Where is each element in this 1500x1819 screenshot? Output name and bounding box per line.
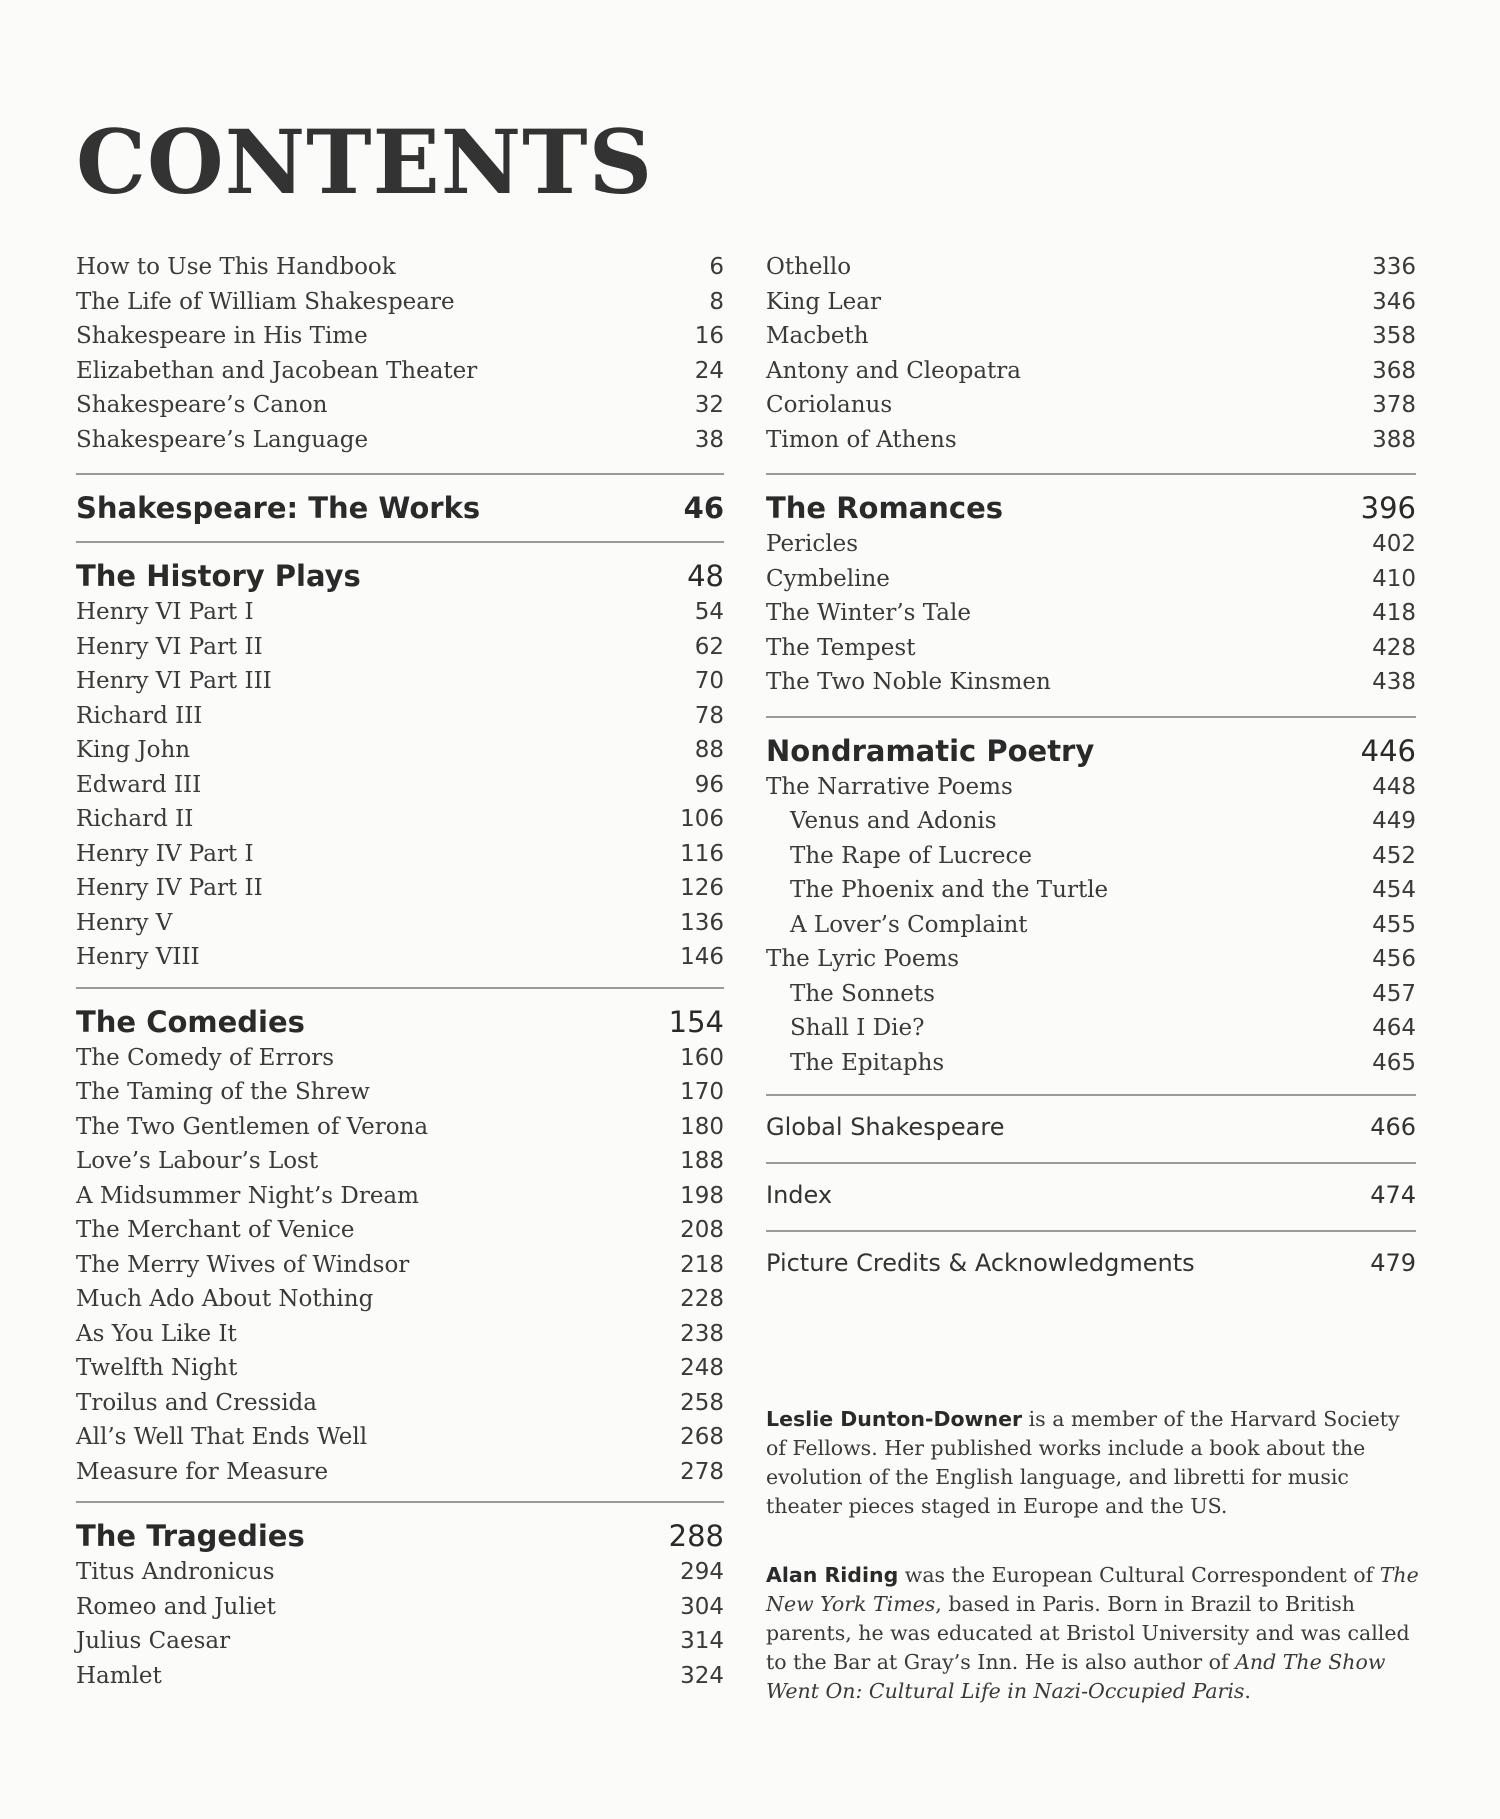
lyric-poems-list — [766, 977, 1416, 1081]
author-bio-riding — [766, 1561, 1426, 1706]
entry-page: 180 — [680, 1113, 724, 1140]
entry-page: 456 — [1372, 946, 1416, 972]
entry-label: Henry VI Part I — [76, 599, 254, 625]
entry-label: King Lear — [766, 288, 881, 315]
toc-right-column — [766, 250, 1416, 1282]
toc-entry[interactable] — [76, 1041, 724, 1076]
divider — [766, 1162, 1416, 1164]
divider — [766, 1094, 1416, 1096]
toc-entry[interactable] — [766, 873, 1416, 908]
toc-entry[interactable] — [76, 906, 724, 941]
divider — [76, 987, 724, 989]
entry-page: 336 — [1372, 254, 1416, 280]
section-page: 446 — [1360, 733, 1416, 768]
entry-page: 32 — [694, 392, 724, 418]
toc-entry[interactable] — [76, 423, 724, 458]
intro-list — [76, 250, 724, 457]
entry-label: The Epitaphs — [790, 1049, 945, 1076]
section-label: Shakespeare: The Works — [76, 491, 481, 525]
toc-entry-index[interactable] — [766, 1176, 1416, 1214]
divider — [76, 1501, 724, 1503]
entry-page: 208 — [680, 1217, 724, 1243]
toc-entry[interactable] — [766, 631, 1416, 666]
entry-label: Cymbeline — [766, 565, 890, 592]
entry-label: A Lover’s Complaint — [790, 911, 1028, 938]
entry-label: Antony and Cleopatra — [766, 357, 1021, 384]
entry-page: 24 — [694, 357, 724, 384]
entry-label: The Life of William Shakespeare — [76, 288, 455, 315]
entry-page: 466 — [1370, 1113, 1416, 1141]
toc-entry[interactable] — [76, 1624, 724, 1659]
entry-label: Edward III — [76, 771, 202, 798]
section-page: 46 — [683, 491, 724, 525]
entry-label: How to Use This Handbook — [76, 254, 396, 280]
romances-list — [766, 527, 1416, 700]
tragedies-list — [76, 1555, 724, 1693]
entry-label: Titus Andronicus — [76, 1559, 275, 1585]
section-page: 48 — [687, 559, 724, 593]
toc-left-column — [76, 250, 724, 1693]
entry-page: 96 — [694, 771, 724, 798]
entry-page: 258 — [680, 1389, 724, 1416]
entry-label: Shall I Die? — [790, 1015, 925, 1041]
entry-page: 238 — [680, 1320, 724, 1347]
toc-entry[interactable] — [766, 250, 1416, 285]
toc-entry[interactable] — [766, 804, 1416, 839]
entry-label: Pericles — [766, 531, 859, 557]
entry-label: Shakespeare’s Canon — [76, 392, 328, 418]
section-label: The Comedies — [76, 1004, 305, 1039]
toc-entry[interactable] — [766, 319, 1416, 354]
entry-page: 218 — [680, 1251, 724, 1278]
toc-entry[interactable] — [76, 1144, 724, 1179]
entry-label: The Tempest — [766, 634, 916, 661]
toc-entry[interactable] — [76, 595, 724, 630]
entry-page: 16 — [694, 323, 724, 349]
entry-page: 410 — [1372, 565, 1416, 592]
divider — [766, 1230, 1416, 1232]
entry-label: Shakespeare in His Time — [76, 323, 368, 349]
entry-page: 428 — [1372, 634, 1416, 661]
entry-label: Twelfth Night — [76, 1355, 238, 1381]
toc-entry[interactable] — [766, 665, 1416, 700]
toc-entry[interactable] — [76, 733, 724, 768]
entry-page: 449 — [1372, 808, 1416, 834]
toc-entry[interactable] — [76, 1179, 724, 1214]
page-title: CONTENTS — [76, 110, 654, 214]
entry-label: Henry VI Part III — [76, 668, 272, 694]
toc-entry[interactable] — [76, 664, 724, 699]
tragedies-continued-list — [766, 250, 1416, 457]
entry-page: 457 — [1372, 980, 1416, 1007]
entry-page: 54 — [694, 599, 724, 625]
entry-label: All’s Well That Ends Well — [76, 1424, 368, 1450]
toc-entry[interactable] — [76, 285, 724, 320]
section-works[interactable] — [76, 489, 724, 527]
entry-page: 228 — [680, 1286, 724, 1312]
entry-page: 38 — [694, 426, 724, 453]
toc-entry[interactable] — [766, 423, 1416, 458]
toc-entry[interactable] — [76, 1282, 724, 1317]
entry-page: 474 — [1370, 1181, 1416, 1209]
entry-page: 358 — [1372, 323, 1416, 349]
entry-page: 314 — [680, 1628, 724, 1654]
toc-entry[interactable] — [76, 837, 724, 872]
entry-page: 452 — [1372, 842, 1416, 869]
entry-page: 198 — [680, 1182, 724, 1209]
toc-entry[interactable] — [76, 1248, 724, 1283]
entry-label: Henry VIII — [76, 944, 200, 970]
entry-page: 438 — [1372, 669, 1416, 695]
section-label: The Tragedies — [76, 1519, 305, 1553]
entry-page: 304 — [680, 1593, 724, 1620]
toc-entry[interactable] — [76, 1420, 724, 1455]
comedies-list — [76, 1041, 724, 1490]
toc-entry[interactable] — [76, 1659, 724, 1694]
toc-entry[interactable] — [76, 768, 724, 803]
entry-page: 448 — [1372, 773, 1416, 800]
entry-label: Venus and Adonis — [790, 808, 997, 834]
toc-entry-narrative-poems[interactable] — [766, 770, 1416, 805]
toc-entry[interactable] — [76, 1351, 724, 1386]
toc-entry[interactable] — [766, 1011, 1416, 1046]
toc-entry[interactable] — [76, 319, 724, 354]
entry-page: 126 — [680, 875, 724, 901]
entry-page: 368 — [1372, 357, 1416, 384]
entry-page: 8 — [709, 288, 724, 315]
entry-label: The Rape of Lucrece — [790, 842, 1033, 869]
entry-page: 464 — [1372, 1015, 1416, 1041]
toc-entry[interactable] — [76, 940, 724, 975]
entry-label: Coriolanus — [766, 392, 893, 418]
toc-entry[interactable] — [76, 1386, 724, 1421]
entry-label: Global Shakespeare — [766, 1113, 1005, 1141]
entry-label: Romeo and Juliet — [76, 1593, 276, 1620]
toc-entry[interactable] — [76, 250, 724, 285]
bio-text: . — [1244, 1679, 1251, 1703]
entry-label: King John — [76, 737, 191, 763]
entry-label: Love’s Labour’s Lost — [76, 1148, 319, 1174]
entry-page: 78 — [694, 702, 724, 729]
entry-label: The Sonnets — [790, 980, 935, 1007]
entry-label: Macbeth — [766, 323, 869, 349]
toc-entry[interactable] — [76, 1555, 724, 1590]
entry-page: 70 — [694, 668, 724, 694]
toc-entry[interactable] — [76, 388, 724, 423]
toc-entry[interactable] — [76, 1075, 724, 1110]
entry-label: Hamlet — [76, 1662, 162, 1689]
bio-italic-title: And The Show Went On: Cultural Life in Nazi-Occupied Paris — [766, 1650, 1386, 1703]
toc-entry[interactable] — [766, 908, 1416, 943]
section-page: 396 — [1360, 491, 1416, 525]
toc-entry[interactable] — [766, 285, 1416, 320]
entry-page: 278 — [680, 1458, 724, 1485]
toc-entry-credits[interactable] — [766, 1244, 1416, 1282]
entry-page: 106 — [680, 806, 724, 832]
entry-label: The Merchant of Venice — [76, 1217, 355, 1243]
entry-label: The Taming of the Shrew — [76, 1079, 370, 1105]
bio-text: was the European Cultural Correspondent of — [898, 1563, 1380, 1587]
toc-entry[interactable] — [76, 354, 724, 389]
bio-italic-title: The New York Times — [766, 1563, 1419, 1616]
entry-page: 6 — [709, 254, 724, 280]
entry-label: The Narrative Poems — [766, 773, 1013, 800]
narrative-poems-list — [766, 804, 1416, 942]
toc-entry[interactable] — [76, 699, 724, 734]
author-bio-dunton-downer — [766, 1405, 1426, 1521]
entry-label: The Phoenix and the Turtle — [790, 877, 1109, 903]
section-page: 288 — [668, 1519, 724, 1553]
entry-page: 88 — [694, 737, 724, 763]
bio-text: is a member of the Harvard Society of Fellows. Her published works include a book about the evolution of the English language, and libretti for music theater pieces staged in Europe and the US. — [766, 1407, 1400, 1518]
entry-label: The Lyric Poems — [766, 946, 960, 972]
entry-label: Henry VI Part II — [76, 633, 263, 660]
entry-page: 455 — [1372, 911, 1416, 938]
entry-label: Richard II — [76, 806, 194, 832]
entry-page: 188 — [680, 1148, 724, 1174]
divider — [76, 541, 724, 543]
entry-label: Troilus and Cressida — [76, 1389, 317, 1416]
section-romances[interactable] — [766, 489, 1416, 527]
entry-page: 418 — [1372, 600, 1416, 626]
history-list — [76, 595, 724, 975]
toc-entry[interactable] — [76, 630, 724, 665]
entry-page: 378 — [1372, 392, 1416, 418]
entry-label: Henry IV Part II — [76, 875, 263, 901]
toc-entry[interactable] — [76, 1213, 724, 1248]
entry-label: The Two Noble Kinsmen — [766, 669, 1051, 695]
entry-label: Elizabethan and Jacobean Theater — [76, 357, 478, 384]
section-history[interactable] — [76, 557, 724, 595]
entry-page: 62 — [694, 633, 724, 660]
entry-label: As You Like It — [76, 1320, 237, 1347]
entry-page: 116 — [680, 840, 724, 867]
entry-page: 479 — [1370, 1249, 1416, 1277]
entry-label: Index — [766, 1181, 833, 1209]
entry-page: 324 — [680, 1662, 724, 1689]
entry-label: Measure for Measure — [76, 1458, 329, 1485]
entry-label: The Two Gentlemen of Verona — [76, 1113, 429, 1140]
toc-entry[interactable] — [76, 871, 724, 906]
section-page: 154 — [668, 1004, 724, 1039]
entry-page: 402 — [1372, 531, 1416, 557]
entry-label: The Winter’s Tale — [766, 600, 971, 626]
section-poetry[interactable] — [766, 732, 1416, 770]
toc-entry[interactable] — [76, 1455, 724, 1490]
entry-page: 346 — [1372, 288, 1416, 315]
divider — [766, 716, 1416, 718]
entry-label: Timon of Athens — [766, 426, 957, 453]
entry-page: 136 — [680, 909, 724, 936]
entry-page: 294 — [680, 1559, 724, 1585]
toc-entry[interactable] — [766, 839, 1416, 874]
divider — [76, 473, 724, 475]
entry-label: The Comedy of Errors — [76, 1044, 335, 1071]
toc-entry-global-shakespeare[interactable] — [766, 1108, 1416, 1146]
entry-label: Much Ado About Nothing — [76, 1286, 374, 1312]
toc-entry-lyric-poems[interactable] — [766, 942, 1416, 977]
entry-label: The Merry Wives of Windsor — [76, 1251, 410, 1278]
bio-text: , based in Paris. Born in Brazil to British parents, he was educated at Bristol University and was called to the Bar at Gray’s Inn. He is also author of — [766, 1592, 1410, 1674]
divider — [766, 473, 1416, 475]
entry-label: Shakespeare’s Language — [76, 426, 369, 453]
toc-entry[interactable] — [766, 977, 1416, 1012]
entry-page: 388 — [1372, 426, 1416, 453]
toc-entry[interactable] — [766, 596, 1416, 631]
entry-page: 465 — [1372, 1049, 1416, 1076]
author-name: Alan Riding — [766, 1563, 899, 1587]
entry-label: Henry V — [76, 909, 173, 936]
entry-label: Julius Caesar — [76, 1628, 231, 1654]
toc-entry[interactable] — [76, 802, 724, 837]
entry-page: 268 — [680, 1424, 724, 1450]
entry-page: 160 — [680, 1044, 724, 1071]
entry-page: 454 — [1372, 877, 1416, 903]
section-tragedies[interactable] — [76, 1517, 724, 1555]
toc-entry[interactable] — [766, 354, 1416, 389]
author-name: Leslie Dunton-Downer — [766, 1407, 1023, 1431]
entry-label: Henry IV Part I — [76, 840, 254, 867]
entry-label: A Midsummer Night’s Dream — [76, 1182, 419, 1209]
entry-label: Richard III — [76, 702, 203, 729]
toc-entry[interactable] — [76, 1590, 724, 1625]
toc-entry[interactable] — [766, 388, 1416, 423]
toc-entry[interactable] — [766, 562, 1416, 597]
entry-label: Picture Credits & Acknowledgments — [766, 1249, 1195, 1277]
toc-entry[interactable] — [766, 1046, 1416, 1081]
entry-page: 146 — [680, 944, 724, 970]
toc-entry[interactable] — [76, 1317, 724, 1352]
section-label: The History Plays — [76, 559, 361, 593]
section-label: Nondramatic Poetry — [766, 733, 1095, 768]
entry-label: Othello — [766, 254, 852, 280]
toc-entry[interactable] — [766, 527, 1416, 562]
section-label: The Romances — [766, 491, 1003, 525]
entry-page: 248 — [680, 1355, 724, 1381]
entry-page: 170 — [680, 1079, 724, 1105]
section-comedies[interactable] — [76, 1003, 724, 1041]
toc-entry[interactable] — [76, 1110, 724, 1145]
